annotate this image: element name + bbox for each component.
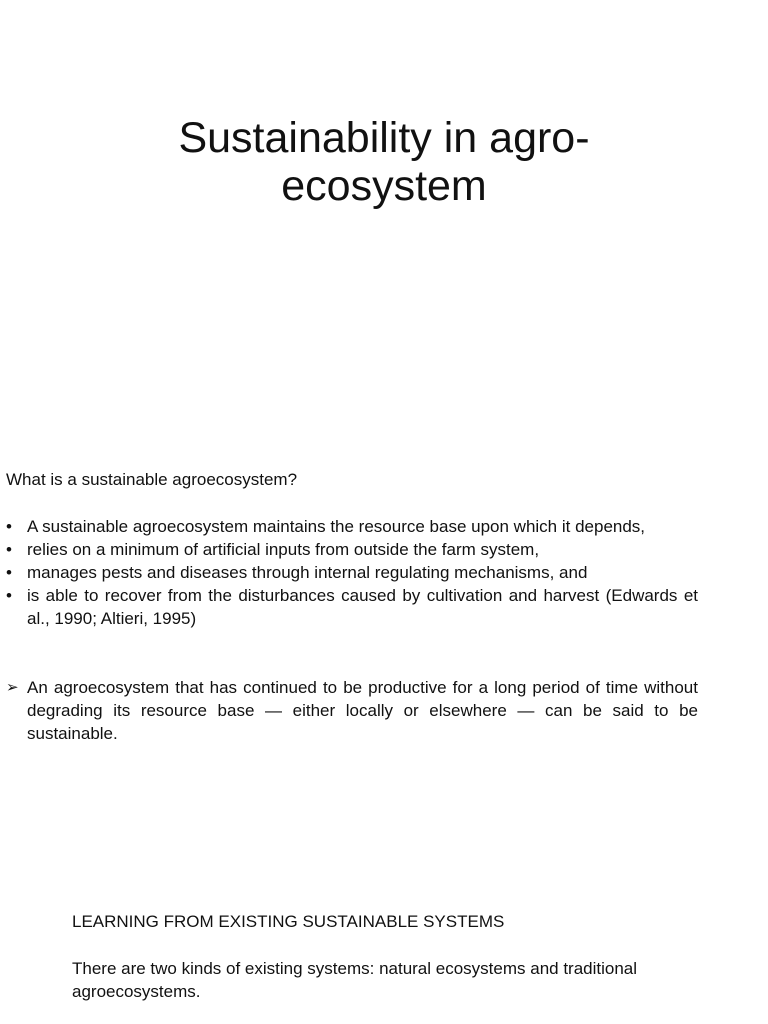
section-body-text: There are two kinds of existing systems: natural ecosystems and traditional agroecosystems. <box>72 959 638 1001</box>
arrow-list-item <box>6 676 698 745</box>
list-item <box>6 515 698 538</box>
bullet-marker: • <box>6 586 12 605</box>
bullet-marker: • <box>6 517 12 536</box>
list-item-text: manages pests and diseases through internal regulating mechanisms, and <box>27 563 588 582</box>
list-item-text: relies on a minimum of artificial inputs from outside the farm system, <box>27 540 540 559</box>
list-item-text: is able to recover from the disturbances caused by cultivation and harvest (Edwards et al., 1990; Altieri, 1995) <box>27 586 698 628</box>
section-heading: LEARNING FROM EXISTING SUSTAINABLE SYSTEMS <box>72 912 505 931</box>
list-item-text: A sustainable agroecosystem maintains the resource base upon which it depends, <box>27 517 646 536</box>
bullet-marker: • <box>6 563 12 582</box>
arrow-bullet-icon: ➢ <box>6 679 19 696</box>
page-title: Sustainability in agro-ecosystem <box>178 114 590 210</box>
list-item <box>6 584 698 630</box>
list-item <box>6 538 698 561</box>
bullet-marker: • <box>6 540 12 559</box>
bullet-list <box>6 515 698 630</box>
question-text: What is a sustainable agroecosystem? <box>6 470 298 489</box>
list-item <box>6 561 698 584</box>
arrow-item-text: An agroecosystem that has continued to be productive for a long period of time without degrading its resource base — either locally or elsewhere — can be said to be sustainable. <box>27 678 698 743</box>
